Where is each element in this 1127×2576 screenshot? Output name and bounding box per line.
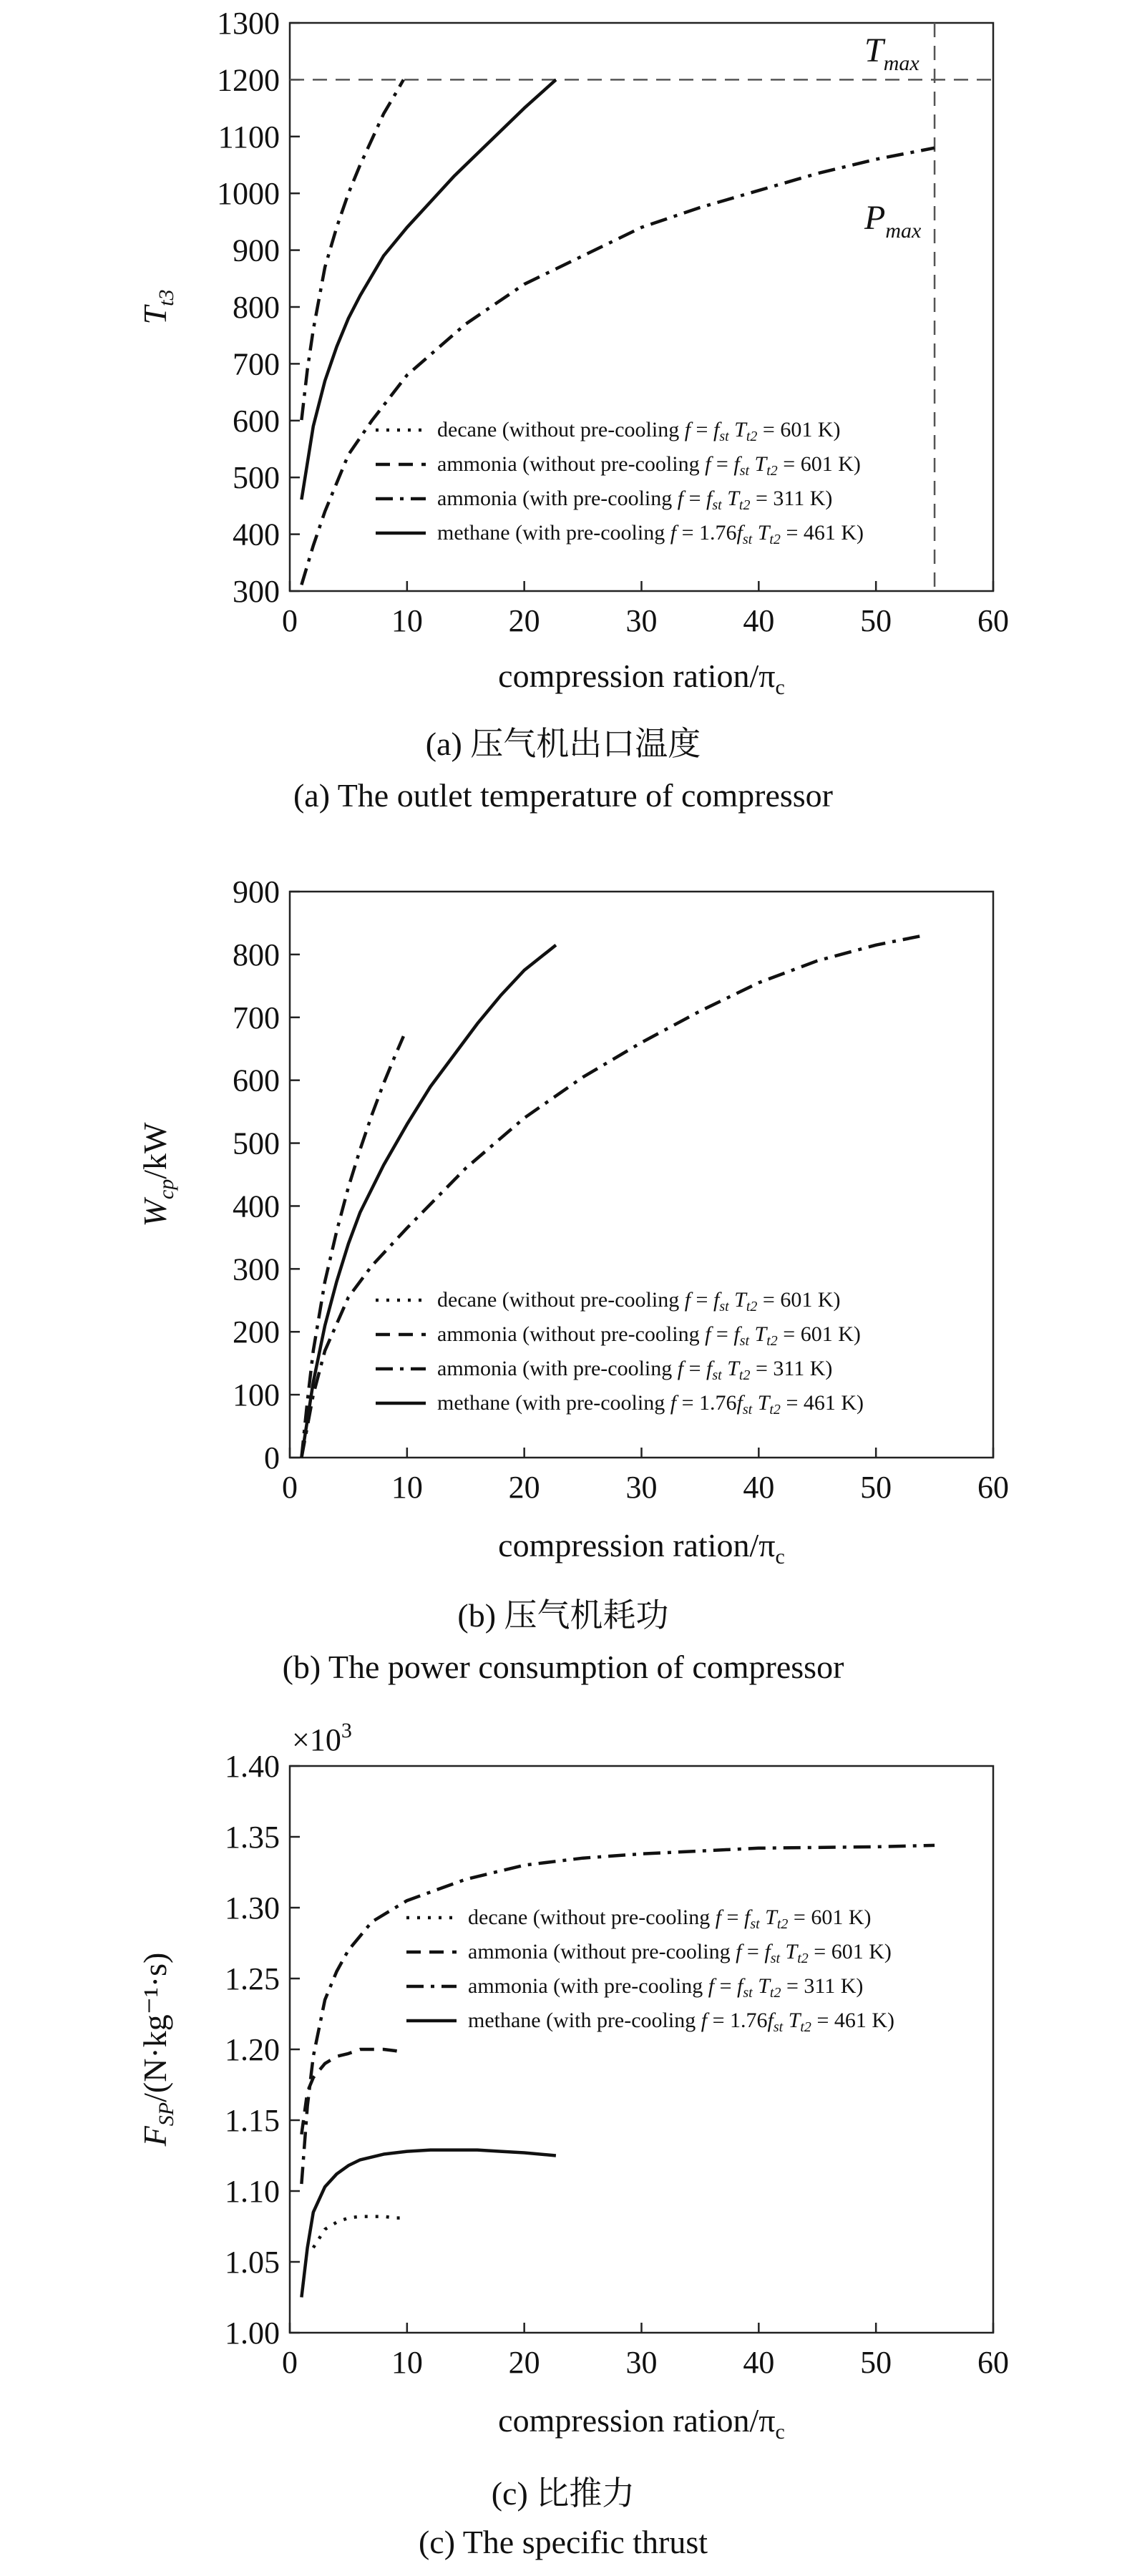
legend-st: st — [739, 463, 750, 479]
series-line-solid-3 — [301, 2150, 556, 2298]
x-tick-label: 10 — [391, 2345, 423, 2380]
series-line-solid-4 — [301, 945, 556, 1458]
legend-f: f — [677, 487, 684, 510]
legend-f: f — [715, 1906, 722, 1929]
x-axis-label — [498, 1527, 785, 1568]
legend-f2: f — [706, 1357, 713, 1380]
y-tick-label: 1.10 — [225, 2174, 280, 2209]
legend-val: = 601 K) — [788, 1906, 872, 1929]
y-tick-label: 700 — [233, 346, 280, 382]
t-max-main: T — [864, 31, 884, 69]
x-tick-label: 60 — [977, 1470, 1009, 1505]
legend-f2: f — [764, 1940, 771, 1963]
x-tick-label: 30 — [625, 603, 658, 638]
legend-st: st — [712, 1367, 722, 1383]
y-tick-label: 1000 — [217, 176, 280, 212]
chart-panel-b — [137, 874, 1009, 1685]
legend-f: f — [708, 1974, 715, 1998]
legend-f2: f — [733, 1322, 740, 1346]
legend-eq: = — [691, 418, 713, 441]
legend-st: st — [739, 1333, 750, 1349]
legend-T: T — [785, 1940, 798, 1963]
x-tick-label: 20 — [508, 1470, 540, 1505]
y-tick-label: 0 — [264, 1440, 280, 1475]
y-tick-label: 1.40 — [225, 1749, 280, 1784]
y-tick-label: 1.15 — [225, 2103, 280, 2138]
legend-st: st — [742, 532, 753, 547]
p-max-sub: max — [885, 219, 922, 243]
legend-st: st — [743, 1985, 753, 2001]
caption-en: (b) The power consumption of compressor — [282, 1649, 844, 1685]
legend-T: T — [754, 452, 767, 476]
legend-text-pre: decane (without pre-cooling — [468, 1906, 716, 1929]
legend-entry — [437, 487, 832, 513]
legend-f: f — [705, 1322, 711, 1346]
y-axis-label-sub: t3 — [155, 289, 178, 306]
legend-val: = 601 K) — [777, 452, 861, 476]
legend-T: T — [765, 1906, 777, 1929]
legend — [376, 418, 864, 547]
x-tick-label: 10 — [391, 603, 423, 638]
legend-t2: t2 — [746, 1299, 758, 1314]
legend-text-pre: ammonia (without pre-cooling — [437, 1322, 706, 1346]
y-tick-label: 1.30 — [225, 1890, 280, 1926]
legend-eq: = — [707, 2009, 730, 2032]
legend — [406, 1906, 894, 2035]
chart-panel-a — [137, 6, 1009, 814]
legend-entry — [437, 521, 864, 547]
y-tick-label: 300 — [233, 1252, 280, 1287]
legend-t2: t2 — [738, 1367, 751, 1383]
y-axis-multiplier — [292, 1719, 352, 1757]
legend-t2: t2 — [746, 429, 758, 444]
legend-t2: t2 — [800, 2019, 811, 2035]
multiplier-exp: 3 — [341, 1719, 352, 1742]
y-axis-label — [137, 1953, 178, 2147]
series-line-dashdot-3 — [301, 1036, 404, 1458]
legend-eq: = — [691, 1288, 713, 1312]
y-axis-label-sub: SP — [155, 2102, 178, 2127]
y-tick-label: 1.05 — [225, 2245, 280, 2280]
series-line-dashed-1 — [301, 2049, 404, 2135]
x-axis-label-sub: c — [775, 1545, 785, 1568]
legend-st: st — [770, 1951, 781, 1966]
legend-text-pre: ammonia (with pre-cooling — [437, 487, 678, 510]
y-tick-label: 700 — [233, 1000, 280, 1035]
x-axis-label-sub: c — [775, 675, 785, 699]
x-axis-label-sub: c — [775, 2420, 785, 2444]
legend — [376, 1288, 864, 1418]
legend-f2: f — [767, 2009, 774, 2032]
legend-coef: 1.76 — [699, 1391, 737, 1415]
x-axis-label — [498, 658, 785, 699]
x-tick-label: 30 — [625, 1470, 658, 1505]
x-tick-label: 0 — [282, 603, 298, 638]
legend-f: f — [677, 1357, 684, 1380]
legend-entry — [437, 1391, 864, 1418]
y-axis-label-unit: /kW — [137, 1122, 173, 1179]
x-tick-label: 60 — [977, 2345, 1009, 2380]
legend-val: = 311 K) — [750, 487, 833, 510]
x-tick-label: 40 — [743, 2345, 775, 2380]
y-tick-label: 400 — [233, 1189, 280, 1224]
legend-text-pre: ammonia (without pre-cooling — [468, 1940, 736, 1963]
y-tick-label: 800 — [233, 290, 280, 325]
legend-space — [752, 521, 758, 545]
y-tick-label: 1.25 — [225, 1961, 280, 1996]
legend-space — [780, 1940, 786, 1963]
legend-t2: t2 — [797, 1951, 809, 1966]
legend-T: T — [727, 487, 739, 510]
legend-f: f — [736, 1940, 742, 1963]
legend-coef: 1.76 — [699, 521, 737, 545]
legend-t2: t2 — [769, 1402, 781, 1418]
legend-val: = 311 K) — [750, 1357, 833, 1380]
x-axis-label — [498, 2402, 785, 2444]
legend-f: f — [684, 1288, 691, 1312]
legend-st: st — [712, 497, 722, 513]
x-tick-label: 50 — [860, 1470, 892, 1505]
series-line-dashdot-2 — [301, 148, 935, 585]
y-tick-label: 600 — [233, 403, 280, 439]
legend-text-pre: ammonia (with pre-cooling — [468, 1974, 708, 1998]
legend-space — [783, 2009, 789, 2032]
legend-entry — [468, 1906, 871, 1932]
legend-f2: f — [733, 452, 740, 476]
legend-eq: = — [683, 1357, 707, 1380]
legend-text-pre: ammonia (without pre-cooling — [437, 452, 706, 476]
y-axis-label-main: W — [137, 1199, 173, 1227]
y-tick-label: 500 — [233, 1126, 280, 1161]
legend-f: f — [670, 1391, 677, 1415]
y-tick-label: 1.35 — [225, 1820, 280, 1855]
y-tick-label: 100 — [233, 1377, 280, 1413]
t-max-label — [864, 31, 919, 75]
legend-entry — [437, 1357, 832, 1383]
t-max-sub: max — [883, 52, 919, 75]
legend-T: T — [757, 521, 770, 545]
legend-space — [729, 418, 735, 441]
x-tick-label: 40 — [743, 1470, 775, 1505]
legend-T: T — [734, 418, 746, 441]
legend-f: f — [701, 2009, 708, 2032]
caption-cn: (b) 压气机耗功 — [457, 1597, 669, 1634]
legend-f: f — [705, 452, 711, 476]
legend-entry — [437, 1322, 861, 1349]
legend-f2: f — [713, 418, 720, 441]
multiplier-base: ×10 — [292, 1722, 341, 1757]
legend-t2: t2 — [769, 1985, 781, 2001]
y-axis-label — [137, 290, 178, 325]
legend-T: T — [758, 1974, 770, 1998]
legend-entry — [468, 1940, 892, 1966]
legend-val: = 311 K) — [781, 1974, 864, 1998]
legend-t2: t2 — [776, 1916, 789, 1932]
y-axis-label-main: T — [137, 306, 173, 325]
x-axis-label-main: compression ration/π — [498, 2402, 776, 2439]
legend-space — [753, 1974, 758, 1998]
legend-text-pre: ammonia (with pre-cooling — [437, 1357, 678, 1380]
legend-space — [729, 1288, 735, 1312]
legend-st: st — [719, 429, 729, 444]
x-tick-label: 20 — [508, 2345, 540, 2380]
legend-text-pre: decane (without pre-cooling — [437, 418, 685, 441]
x-tick-label: 0 — [282, 1470, 298, 1505]
legend-val: = 461 K) — [811, 2009, 895, 2032]
y-tick-label: 1300 — [217, 6, 280, 41]
legend-eq: = — [721, 1906, 744, 1929]
legend-entry — [437, 452, 861, 479]
x-axis-label-main: compression ration/π — [498, 658, 776, 694]
legend-eq: = — [714, 1974, 738, 1998]
caption-en: (c) The specific thrust — [418, 2524, 708, 2560]
legend-val: = 601 K) — [808, 1940, 892, 1963]
legend-entry — [468, 1974, 863, 2001]
x-axis-label-main: compression ration/π — [498, 1527, 776, 1563]
caption-cn: (c) 比推力 — [491, 2475, 635, 2512]
legend-T: T — [734, 1288, 746, 1312]
y-tick-label: 900 — [233, 874, 280, 909]
legend-text-pre: methane (with pre-cooling — [437, 521, 670, 545]
legend-eq: = — [741, 1940, 765, 1963]
p-max-main: P — [864, 199, 886, 237]
y-tick-label: 900 — [233, 233, 280, 268]
x-tick-label: 50 — [860, 2345, 892, 2380]
legend-space — [722, 1357, 728, 1380]
y-tick-label: 500 — [233, 460, 280, 496]
y-tick-label: 1200 — [217, 62, 280, 98]
legend-val: = 461 K) — [780, 521, 864, 545]
chart-panel-c — [137, 1719, 1009, 2560]
legend-st: st — [742, 1402, 753, 1418]
legend-f2: f — [736, 521, 743, 545]
legend-space — [749, 1322, 755, 1346]
legend-val: = 461 K) — [780, 1391, 864, 1415]
series-line-dotted-0 — [313, 2217, 401, 2248]
legend-eq: = — [683, 487, 707, 510]
caption-cn: (a) 压气机出口温度 — [425, 726, 701, 762]
legend-val: = 601 K) — [777, 1322, 861, 1346]
legend-coef: 1.76 — [730, 2009, 768, 2032]
p-max-label — [864, 199, 922, 243]
y-axis-label-sub: cp — [155, 1179, 178, 1200]
legend-f2: f — [736, 1391, 743, 1415]
legend-eq: = — [676, 521, 699, 545]
legend-f2: f — [706, 487, 713, 510]
legend-val: = 601 K) — [757, 418, 841, 441]
x-tick-label: 10 — [391, 1470, 423, 1505]
legend-T: T — [788, 2009, 801, 2032]
legend-f2: f — [743, 1906, 751, 1929]
legend-f2: f — [737, 1974, 743, 1998]
y-tick-label: 600 — [233, 1063, 280, 1098]
legend-st: st — [719, 1299, 729, 1314]
y-axis-label-main: F — [137, 2126, 173, 2147]
legend-f: f — [670, 521, 677, 545]
legend-eq: = — [676, 1391, 699, 1415]
legend-val: = 601 K) — [757, 1288, 841, 1312]
x-tick-label: 40 — [743, 603, 775, 638]
legend-T: T — [754, 1322, 767, 1346]
legend-T: T — [727, 1357, 739, 1380]
y-tick-label: 300 — [233, 574, 280, 609]
legend-st: st — [773, 2019, 784, 2035]
legend-T: T — [757, 1391, 770, 1415]
legend-st: st — [750, 1916, 760, 1932]
y-tick-label: 200 — [233, 1314, 280, 1350]
y-axis-label-unit: /(N·kg⁻¹·s) — [137, 1952, 173, 2102]
x-tick-label: 30 — [625, 2345, 658, 2380]
y-tick-label: 1.20 — [225, 2032, 280, 2067]
legend-text-pre: decane (without pre-cooling — [437, 1288, 685, 1312]
x-tick-label: 50 — [860, 603, 892, 638]
legend-eq: = — [711, 452, 734, 476]
legend-f: f — [684, 418, 691, 441]
legend-space — [749, 452, 755, 476]
legend-entry — [468, 2009, 894, 2035]
legend-space — [760, 1906, 766, 1929]
legend-entry — [437, 418, 840, 444]
y-tick-label: 400 — [233, 517, 280, 552]
y-axis-label — [137, 1122, 178, 1226]
legend-entry — [437, 1288, 840, 1314]
caption-en: (a) The outlet temperature of compressor — [293, 777, 834, 814]
y-tick-label: 800 — [233, 937, 280, 972]
legend-t2: t2 — [769, 532, 781, 547]
x-tick-label: 20 — [508, 603, 540, 638]
y-tick-label: 1100 — [218, 119, 280, 155]
legend-t2: t2 — [766, 463, 778, 479]
x-tick-label: 60 — [977, 603, 1009, 638]
x-tick-label: 0 — [282, 2345, 298, 2380]
legend-eq: = — [711, 1322, 734, 1346]
legend-space — [722, 487, 728, 510]
legend-space — [752, 1391, 758, 1415]
legend-t2: t2 — [738, 497, 751, 513]
legend-t2: t2 — [766, 1333, 778, 1349]
legend-text-pre: methane (with pre-cooling — [468, 2009, 701, 2032]
legend-f2: f — [713, 1288, 720, 1312]
legend-text-pre: methane (with pre-cooling — [437, 1391, 670, 1415]
y-tick-label: 1.00 — [225, 2316, 280, 2351]
